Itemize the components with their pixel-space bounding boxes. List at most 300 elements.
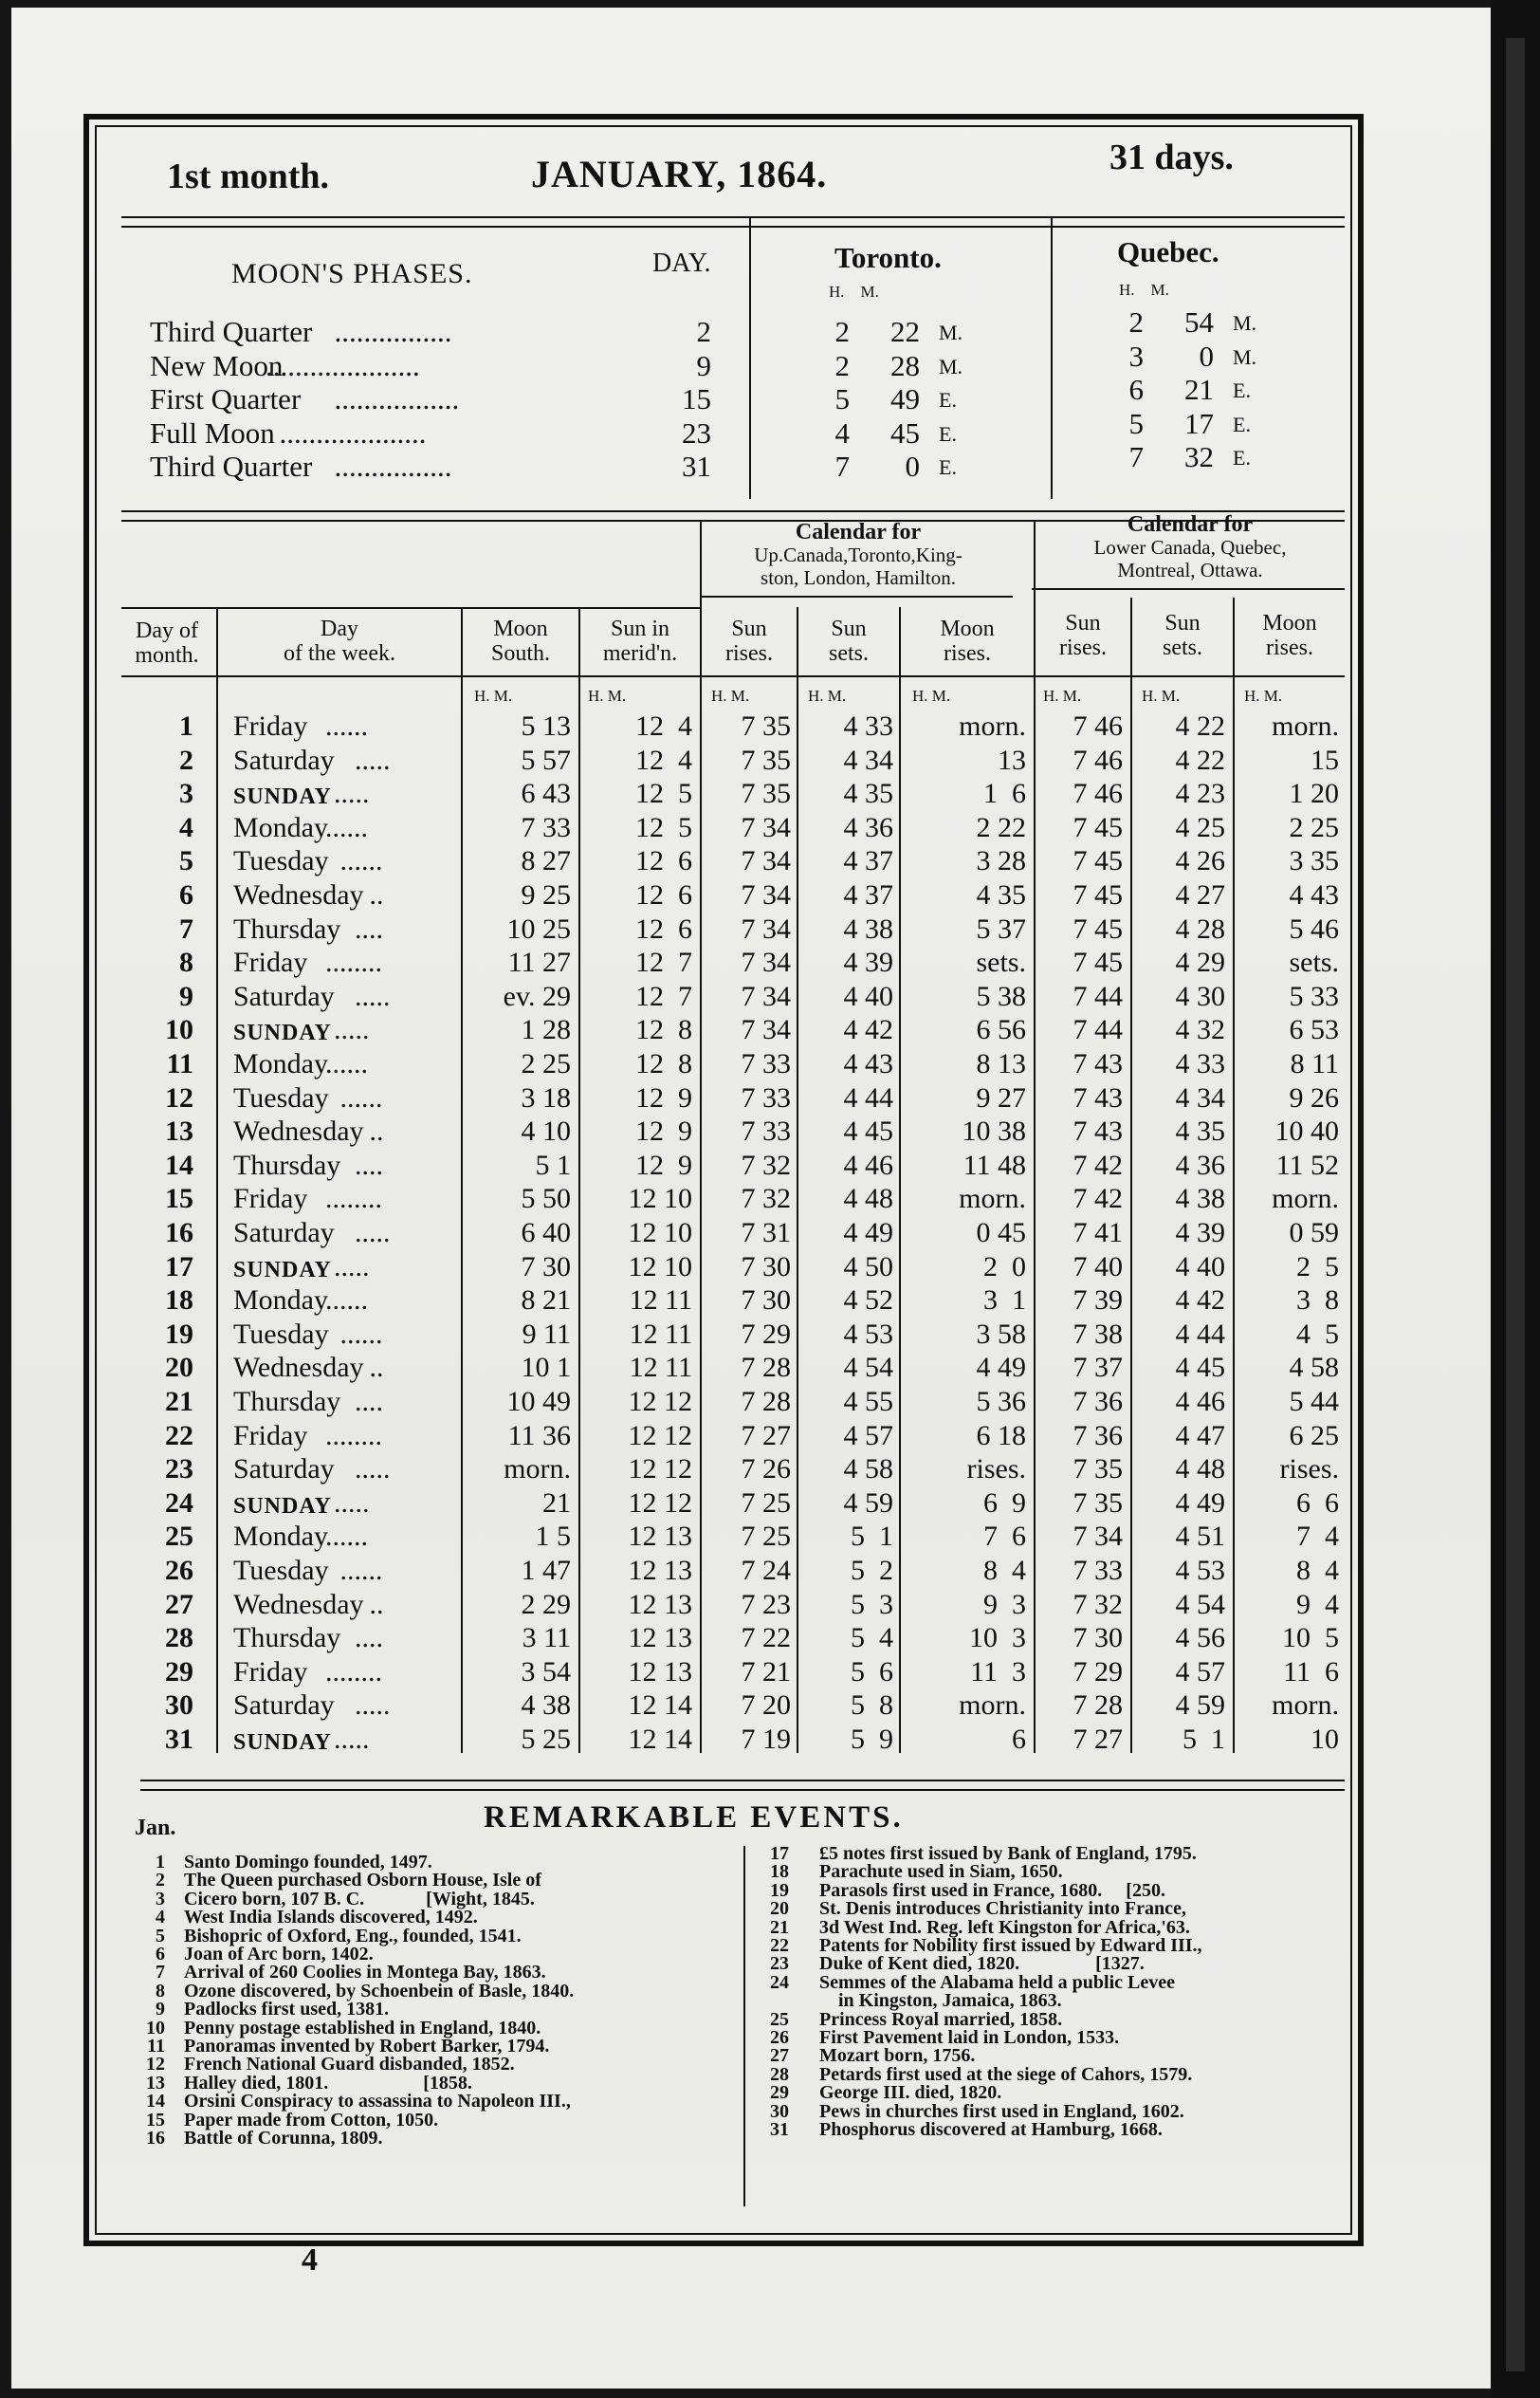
q-sun-sets-time: 4 42 <box>1175 1284 1225 1317</box>
phase-dots: ................. <box>334 382 460 415</box>
sun-meridian-time: 12 9 <box>635 1149 692 1181</box>
col-divider-q-sun-rises <box>1130 598 1132 1753</box>
moon-south-time: 2 25 <box>521 1048 571 1079</box>
events-rule-2 <box>140 1789 1345 1791</box>
day-number: 3 <box>179 778 193 810</box>
sun-sets-time: 5 8 <box>851 1689 893 1722</box>
q-sun-sets-time: 4 25 <box>1175 811 1225 843</box>
q-moon-rises-time: 2 25 <box>1289 811 1339 843</box>
q-sun-rises-time: 7 37 <box>1072 1352 1123 1384</box>
phase-day: 9 <box>696 348 711 382</box>
moon-rises-time: 0 45 <box>976 1217 1026 1248</box>
q-sun-rises-time: 7 43 <box>1072 1116 1123 1148</box>
q-sun-rises-time: 7 29 <box>1072 1655 1123 1688</box>
moon-rises-time: 8 13 <box>976 1048 1026 1079</box>
event-text: Semmes of the Alabama held a public Levee <box>819 1971 1175 1993</box>
q-sun-rises-time: 7 46 <box>1072 778 1123 810</box>
phase-dots: ..................... <box>266 348 420 382</box>
sun-meridian-time: 12 12 <box>628 1419 692 1451</box>
event-text: £5 notes first issued by Bank of England, 1795. <box>819 1843 1197 1864</box>
event-day: 9 <box>156 1999 165 2020</box>
weekday-name: Wednesday <box>233 1588 364 1620</box>
moon-rises-time: 5 38 <box>976 980 1026 1012</box>
day-number: 1 <box>179 710 193 742</box>
weekday-dots: .. <box>369 1588 384 1620</box>
weekday-name: Tuesday <box>233 1318 329 1350</box>
moon-rises-time: 3 28 <box>976 845 1026 877</box>
day-number: 27 <box>165 1588 193 1620</box>
weekday-name: Monday <box>233 1284 328 1317</box>
q-moon-rises-time: 4 43 <box>1289 879 1339 911</box>
moon-south-time: 6 43 <box>521 778 571 810</box>
quebec-minute: 21 <box>1184 373 1214 406</box>
day-number: 9 <box>179 980 193 1012</box>
sun-sets-time: 4 38 <box>843 913 893 945</box>
q-sun-sets-time: 4 22 <box>1175 744 1225 776</box>
moon-rises-time: 13 <box>998 744 1026 776</box>
sun-sets-time: 4 36 <box>843 811 893 843</box>
quebec-suffix: E. <box>1233 446 1251 470</box>
upper-section-divider <box>700 522 702 1753</box>
moon-south-time: 5 25 <box>521 1724 571 1755</box>
weekday-name: Tuesday <box>233 1081 329 1114</box>
event-text: Parachute used in Siam, 1650. <box>819 1861 1063 1883</box>
sun-rises-time: 7 28 <box>741 1386 791 1417</box>
weekday-dots: .. <box>369 1116 384 1148</box>
weekday-name: Monday <box>233 1521 328 1553</box>
day-heading: DAY. <box>652 249 711 278</box>
moon-south-time: 5 57 <box>521 744 571 776</box>
hm-unit-label: H. M. <box>1043 687 1082 705</box>
q-sun-sets-time: 4 30 <box>1175 980 1225 1012</box>
sun-meridian-time: 12 13 <box>628 1588 692 1620</box>
q-moon-rises-time: 4 5 <box>1296 1318 1339 1350</box>
weekday-dots: .. <box>369 1352 384 1384</box>
sun-meridian-time: 12 10 <box>628 1217 692 1248</box>
sun-meridian-time: 12 7 <box>635 947 692 979</box>
day-number: 7 <box>179 913 193 945</box>
sun-sets-time: 4 59 <box>843 1486 893 1519</box>
day-number: 4 <box>179 811 193 843</box>
weekday-dots: ...... <box>325 1284 368 1317</box>
event-day: 15 <box>146 2109 165 2131</box>
moon-rises-time: 6 <box>1012 1724 1026 1755</box>
weekday-dots: ...... <box>325 1048 368 1079</box>
moon-rises-time: 6 9 <box>983 1486 1026 1519</box>
sun-sets-time: 4 48 <box>843 1183 893 1215</box>
weekday-dots: ........ <box>325 947 382 979</box>
col-q-sun-sets: Sun sets. <box>1163 611 1202 660</box>
sun-rises-time: 7 30 <box>741 1284 791 1317</box>
weekday-name: SUNDAY <box>233 1257 332 1282</box>
event-text: Parasols first used in France, 1680. [250. <box>819 1879 1165 1901</box>
event-text: French National Guard disbanded, 1852. <box>184 2054 515 2075</box>
sun-sets-time: 4 37 <box>843 845 893 877</box>
sun-rises-time: 7 21 <box>741 1655 791 1688</box>
sun-rises-time: 7 27 <box>741 1419 791 1451</box>
col-day-of-month: Day of month. <box>135 618 199 668</box>
day-number: 21 <box>165 1386 193 1417</box>
sun-sets-time: 5 1 <box>851 1521 893 1553</box>
weekday-name: Saturday <box>233 1217 335 1248</box>
q-moon-rises-time: rises. <box>1279 1453 1339 1485</box>
event-day: 28 <box>770 2063 789 2085</box>
sun-sets-time: 4 37 <box>843 879 893 911</box>
event-day: 24 <box>770 1971 789 1993</box>
upper-calendar-title: Calendar for <box>795 520 922 544</box>
hm-unit-label: H. M. <box>474 687 513 705</box>
q-moon-rises-time: morn. <box>1272 1183 1339 1215</box>
phase-name: New Moon <box>150 348 284 382</box>
event-day: 3 <box>156 1888 165 1909</box>
q-moon-rises-time: 9 4 <box>1296 1588 1339 1620</box>
weekday-name: SUNDAY <box>233 784 332 810</box>
event-day: 25 <box>770 2008 789 2030</box>
event-day: 10 <box>146 2017 165 2038</box>
day-number: 16 <box>165 1217 193 1248</box>
q-moon-rises-time: 11 52 <box>1275 1149 1339 1181</box>
day-number: 18 <box>165 1284 193 1317</box>
q-sun-sets-time: 4 56 <box>1175 1622 1225 1654</box>
q-sun-sets-time: 4 48 <box>1175 1453 1225 1485</box>
sun-sets-time: 4 40 <box>843 980 893 1012</box>
phase-day: 31 <box>682 450 711 483</box>
quebec-suffix: M. <box>1233 311 1257 335</box>
sun-sets-time: 5 6 <box>851 1655 893 1688</box>
q-sun-rises-time: 7 32 <box>1072 1588 1123 1620</box>
event-day: 17 <box>770 1843 789 1864</box>
event-text: Arrival of 260 Coolies in Montega Bay, 1863. <box>184 1962 546 1983</box>
sun-rises-time: 7 31 <box>741 1217 791 1248</box>
moon-south-time: 7 30 <box>521 1250 571 1282</box>
sun-meridian-time: 12 9 <box>635 1116 692 1148</box>
moon-rises-time: 7 6 <box>983 1521 1026 1553</box>
event-text: West India Islands discovered, 1492. <box>184 1907 478 1928</box>
quebec-suffix: E. <box>1233 378 1251 402</box>
sun-meridian-time: 12 14 <box>628 1689 692 1722</box>
q-sun-sets-time: 4 49 <box>1175 1486 1225 1519</box>
phase-name: Third Quarter <box>150 450 313 483</box>
q-sun-sets-time: 4 44 <box>1175 1318 1225 1350</box>
sun-sets-time: 4 33 <box>843 710 893 742</box>
moon-south-time: 11 36 <box>507 1419 571 1451</box>
sun-meridian-time: 12 13 <box>628 1655 692 1688</box>
weekday-dots: ..... <box>334 778 370 810</box>
weekday-name: Saturday <box>233 980 335 1012</box>
moon-rises-time: 6 56 <box>976 1014 1026 1046</box>
weekday-name: Saturday <box>233 744 335 776</box>
col-divider-sun-rises <box>797 607 798 1753</box>
moon-south-time: 10 1 <box>521 1352 571 1384</box>
q-sun-rises-time: 7 43 <box>1072 1048 1123 1079</box>
page-title: JANUARY, 1864. <box>531 153 828 195</box>
weekday-name: Saturday <box>233 1453 335 1485</box>
page-number: 4 <box>302 2242 318 2278</box>
sun-meridian-time: 12 11 <box>629 1352 692 1384</box>
weekday-name: Thursday <box>233 1386 341 1417</box>
sun-rises-time: 7 28 <box>741 1352 791 1384</box>
event-text: 3d West Ind. Reg. left Kingston for Africa,'63. <box>819 1916 1190 1938</box>
q-sun-rises-time: 7 36 <box>1072 1419 1123 1451</box>
q-sun-rises-time: 7 45 <box>1072 845 1123 877</box>
moon-south-time: 9 25 <box>521 879 571 911</box>
weekday-name: Thursday <box>233 1622 341 1654</box>
weekday-dots: ..... <box>355 980 391 1012</box>
q-sun-rises-time: 7 46 <box>1072 744 1123 776</box>
q-moon-rises-time: 4 58 <box>1289 1352 1339 1384</box>
moon-rises-time: sets. <box>976 947 1026 979</box>
moon-south-time: 1 47 <box>521 1555 571 1586</box>
moon-south-time: 10 25 <box>506 913 571 945</box>
moon-south-time: 8 27 <box>521 845 571 877</box>
weekday-dots: ..... <box>334 1014 370 1046</box>
event-text: Padlocks first used, 1381. <box>184 1999 390 2020</box>
sun-sets-time: 5 9 <box>851 1724 893 1755</box>
phase-dots: ................ <box>334 450 452 483</box>
next-page-edge <box>1506 38 1525 2371</box>
col-q-sun-rises: Sun rises. <box>1059 611 1107 660</box>
moon-south-time: 9 11 <box>522 1318 571 1350</box>
event-day: 30 <box>770 2100 789 2122</box>
quebec-hour: 5 <box>1128 406 1144 440</box>
col-moon-south: Moon South. <box>490 617 550 666</box>
event-text: Battle of Corunna, 1809. <box>184 2128 383 2149</box>
day-number: 2 <box>179 744 193 776</box>
toronto-suffix: E. <box>939 388 957 412</box>
sun-sets-time: 4 39 <box>843 947 893 979</box>
q-sun-rises-time: 7 38 <box>1072 1318 1123 1350</box>
column-top-rule <box>121 607 700 609</box>
event-day: 14 <box>146 2091 165 2112</box>
moon-rises-time: 5 36 <box>976 1386 1026 1417</box>
sun-rises-time: 7 26 <box>741 1453 791 1485</box>
toronto-minute: 0 <box>905 450 920 483</box>
phase-name: Third Quarter <box>150 315 313 348</box>
moon-rises-time: 10 38 <box>962 1116 1026 1148</box>
moon-rises-time: 3 1 <box>983 1284 1026 1317</box>
day-number: 24 <box>165 1486 193 1519</box>
q-moon-rises-time: 10 <box>1311 1724 1339 1755</box>
moon-south-time: 6 40 <box>521 1217 571 1248</box>
col-divider-sun-sets <box>899 607 901 1753</box>
sun-rises-time: 7 23 <box>741 1588 791 1620</box>
weekday-dots: ..... <box>355 1689 391 1722</box>
phase-day: 2 <box>696 315 711 348</box>
sun-sets-time: 4 46 <box>843 1149 893 1181</box>
phase-name: First Quarter <box>150 382 302 415</box>
q-moon-rises-time: 10 5 <box>1282 1622 1339 1654</box>
weekday-dots: ..... <box>355 744 391 776</box>
hm-unit-label: H. M. <box>912 687 951 705</box>
q-moon-rises-time: sets. <box>1289 947 1339 979</box>
event-text: Phosphorus discovered at Hamburg, 1668. <box>819 2119 1163 2140</box>
day-number: 30 <box>165 1689 193 1722</box>
q-sun-sets-time: 4 47 <box>1175 1419 1225 1451</box>
q-sun-rises-time: 7 42 <box>1072 1149 1123 1181</box>
weekday-name: Thursday <box>233 913 341 945</box>
moon-south-time: 3 18 <box>521 1081 571 1114</box>
q-sun-sets-time: 4 46 <box>1175 1386 1225 1417</box>
sun-meridian-time: 12 12 <box>628 1486 692 1519</box>
sun-meridian-time: 12 6 <box>635 879 692 911</box>
upper-calendar-line2: ston, London, Hamilton. <box>761 566 956 589</box>
event-text: The Queen purchased Osborn House, Isle of <box>184 1870 541 1891</box>
day-number: 28 <box>165 1622 193 1654</box>
moon-rises-time: 5 37 <box>976 913 1026 945</box>
moon-south-time: 3 11 <box>522 1622 571 1654</box>
col-q-moon-rises: Moon rises. <box>1262 611 1317 660</box>
sun-meridian-time: 12 8 <box>635 1048 692 1079</box>
sun-rises-time: 7 34 <box>741 811 791 843</box>
event-day: 19 <box>770 1879 789 1901</box>
q-sun-sets-time: 4 38 <box>1175 1183 1225 1215</box>
event-day: 11 <box>147 2036 165 2057</box>
q-sun-sets-time: 4 57 <box>1175 1655 1225 1688</box>
q-sun-sets-time: 4 59 <box>1175 1689 1225 1722</box>
day-number: 20 <box>165 1352 193 1384</box>
toronto-heading: Toronto. <box>834 241 942 274</box>
sun-meridian-time: 12 4 <box>635 744 692 776</box>
toronto-hour: 2 <box>834 348 850 382</box>
q-sun-sets-time: 4 27 <box>1175 879 1225 911</box>
q-sun-rises-time: 7 41 <box>1072 1217 1123 1248</box>
event-day: 6 <box>156 1944 165 1965</box>
sun-meridian-time: 12 13 <box>628 1622 692 1654</box>
day-number: 19 <box>165 1318 193 1350</box>
sun-rises-time: 7 32 <box>741 1149 791 1181</box>
q-sun-sets-time: 4 35 <box>1175 1116 1225 1148</box>
day-number: 10 <box>165 1014 193 1046</box>
sun-sets-time: 4 55 <box>843 1386 893 1417</box>
phases-divider-1 <box>749 218 751 499</box>
event-day: 16 <box>146 2128 165 2149</box>
moon-south-time: 10 49 <box>506 1386 571 1417</box>
moon-south-time: morn. <box>504 1453 571 1485</box>
moon-rises-time: 2 22 <box>976 811 1026 843</box>
month-number: 1st month. <box>167 157 330 196</box>
lower-calendar-line1: Lower Canada, Quebec, <box>1093 536 1287 559</box>
col-sun-meridian: Sun in merid'n. <box>602 617 678 666</box>
event-text: Paper made from Cotton, 1050. <box>184 2109 439 2131</box>
weekday-dots: .... <box>355 1386 383 1417</box>
moon-rises-time: 9 3 <box>983 1588 1026 1620</box>
weekday-dots: ...... <box>339 1081 383 1114</box>
event-text: Princess Royal married, 1858. <box>819 2008 1063 2030</box>
col-day-of-week: Day of the week. <box>284 617 395 666</box>
weekday-name: SUNDAY <box>233 1730 332 1755</box>
sun-rises-time: 7 33 <box>741 1048 791 1079</box>
hm-unit-label: H. M. <box>1142 687 1181 705</box>
q-sun-sets-time: 4 32 <box>1175 1014 1225 1046</box>
sun-sets-time: 4 50 <box>843 1250 893 1282</box>
sun-sets-time: 4 45 <box>843 1116 893 1148</box>
event-day: 23 <box>770 1953 789 1975</box>
moon-rises-time: morn. <box>959 710 1026 742</box>
moon-rises-time: 10 3 <box>969 1622 1026 1654</box>
sun-sets-time: 4 57 <box>843 1419 893 1451</box>
lower-section-divider <box>1034 522 1036 1753</box>
event-text: Penny postage established in England, 1840. <box>184 2017 541 2038</box>
sun-rises-time: 7 22 <box>741 1622 791 1654</box>
toronto-suffix: M. <box>939 354 963 378</box>
toronto-hm: H. M. <box>829 283 879 301</box>
weekday-name: Wednesday <box>233 1116 364 1148</box>
q-moon-rises-time: 8 4 <box>1296 1555 1339 1586</box>
sun-rises-time: 7 35 <box>741 710 791 742</box>
day-number: 25 <box>165 1521 193 1553</box>
moon-rises-time: morn. <box>959 1689 1026 1722</box>
weekday-dots: ...... <box>325 811 368 843</box>
moon-rises-time: 4 35 <box>976 879 1026 911</box>
sun-sets-time: 4 35 <box>843 778 893 810</box>
sun-rises-time: 7 34 <box>741 913 791 945</box>
sun-meridian-time: 12 7 <box>635 980 692 1012</box>
sun-sets-time: 4 54 <box>843 1352 893 1384</box>
event-day: 5 <box>156 1925 165 1946</box>
weekday-dots: ..... <box>355 1217 391 1248</box>
toronto-hour: 2 <box>834 315 850 348</box>
col-sun-rises: Sun rises. <box>725 617 773 666</box>
q-moon-rises-time: 6 6 <box>1296 1486 1339 1519</box>
weekday-name: Friday <box>233 710 308 742</box>
upper-calendar-rule <box>700 596 1013 598</box>
q-sun-rises-time: 7 36 <box>1072 1386 1123 1417</box>
sun-meridian-time: 12 12 <box>628 1453 692 1485</box>
toronto-hour: 5 <box>834 382 850 415</box>
event-text: Joan of Arc born, 1402. <box>184 1944 374 1965</box>
moon-south-time: 3 54 <box>521 1655 571 1688</box>
weekday-dots: .... <box>355 1622 383 1654</box>
q-moon-rises-time: 1 20 <box>1289 778 1339 810</box>
sun-meridian-time: 12 13 <box>628 1555 692 1586</box>
sun-meridian-time: 12 6 <box>635 845 692 877</box>
day-number: 12 <box>165 1081 193 1114</box>
event-text: Ozone discovered, by Schoenbein of Basle, 1840. <box>184 1980 575 2001</box>
hm-unit-label: H. M. <box>808 687 847 705</box>
weekday-name: Friday <box>233 1655 308 1688</box>
moon-south-time: 4 10 <box>521 1116 571 1148</box>
q-sun-sets-time: 4 34 <box>1175 1081 1225 1114</box>
weekday-name: Friday <box>233 1183 308 1215</box>
toronto-suffix: E. <box>939 455 957 479</box>
q-sun-sets-time: 4 33 <box>1175 1048 1225 1079</box>
weekday-name: Wednesday <box>233 1352 364 1384</box>
q-sun-rises-time: 7 39 <box>1072 1284 1123 1317</box>
col-divider-week <box>461 607 463 1753</box>
q-moon-rises-time: 9 26 <box>1289 1081 1339 1114</box>
day-number: 5 <box>179 845 193 877</box>
toronto-hour: 7 <box>834 450 850 483</box>
q-sun-sets-time: 4 29 <box>1175 947 1225 979</box>
quebec-minute: 54 <box>1184 305 1214 339</box>
moon-rises-time: rises. <box>966 1453 1026 1485</box>
phase-day: 15 <box>682 382 711 415</box>
sun-sets-time: 4 42 <box>843 1014 893 1046</box>
q-sun-sets-time: 4 54 <box>1175 1588 1225 1620</box>
event-day: 1 <box>156 1852 165 1872</box>
day-number: 29 <box>165 1655 193 1688</box>
weekday-dots: ...... <box>325 710 368 742</box>
sun-meridian-time: 12 5 <box>635 778 692 810</box>
q-sun-rises-time: 7 46 <box>1072 710 1123 742</box>
q-sun-rises-time: 7 45 <box>1072 947 1123 979</box>
q-sun-sets-time: 4 40 <box>1175 1250 1225 1282</box>
event-day: 20 <box>770 1898 789 1920</box>
sun-meridian-time: 12 14 <box>628 1724 692 1755</box>
lower-calendar-rule <box>1032 588 1345 590</box>
sun-sets-time: 5 3 <box>851 1588 893 1620</box>
weekday-dots: ..... <box>334 1250 370 1282</box>
